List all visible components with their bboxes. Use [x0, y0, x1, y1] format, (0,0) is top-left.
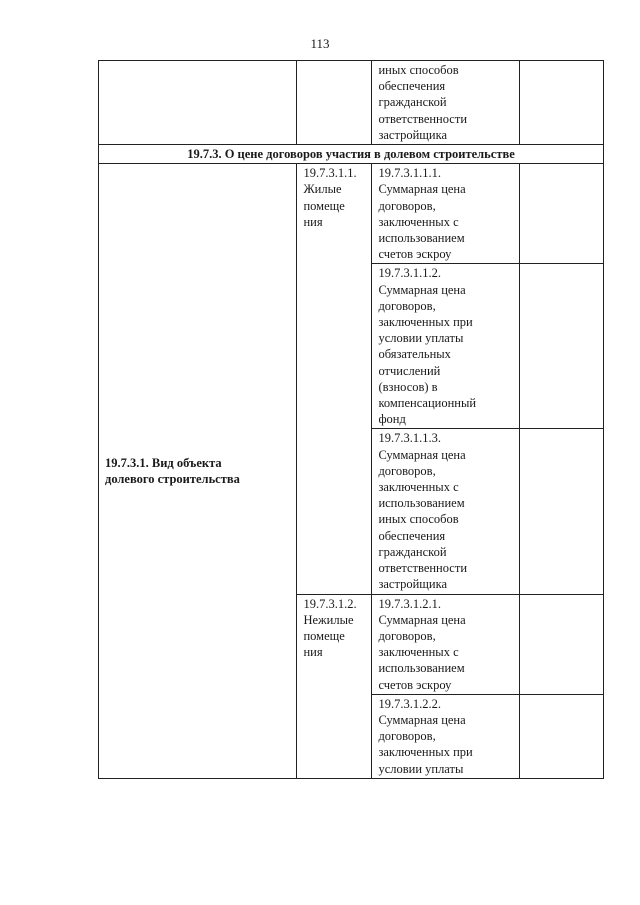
indicator-cell: 19.7.3.1.1.2. Суммарная цена договоров, заключенных при условии уплаты обязательных отчислений (взносов) в компенсационный фонд: [372, 264, 520, 429]
value-cell: [520, 264, 604, 429]
table-row: [99, 164, 604, 264]
section-row: [99, 145, 604, 164]
indicator-cell: 19.7.3.1.1.3. Суммарная цена договоров, заключенных с использованием иных способов обеспечения гражданской ответственности застройщика: [372, 429, 520, 594]
indicator-cell: иных способов обеспечения гражданской ответственности застройщика: [372, 61, 520, 145]
section-title: 19.7.3. О цене договоров участия в долевом строительстве: [99, 145, 604, 164]
value-cell: [520, 429, 604, 594]
value-cell: [520, 694, 604, 778]
indicator-cell: 19.7.3.1.2.1. Суммарная цена договоров, заключенных с использованием счетов эскроу: [372, 594, 520, 694]
value-cell: [520, 594, 604, 694]
indicator-cell: 19.7.3.1.1.1. Суммарная цена договоров, заключенных с использованием счетов эскроу: [372, 164, 520, 264]
object-type-cell: 19.7.3.1. Вид объекта долевого строительства: [99, 164, 297, 779]
indicator-cell: 19.7.3.1.2.2. Суммарная цена договоров, заключенных при условии уплаты: [372, 694, 520, 778]
premises-type-cell: 19.7.3.1.1. Жилые помеще ния: [297, 164, 372, 594]
page-number: 113: [310, 36, 330, 51]
value-cell: [520, 61, 604, 145]
document-table: [98, 60, 604, 779]
premises-type-cell: 19.7.3.1.2. Нежилые помеще ния: [297, 594, 372, 778]
empty-cell: [297, 61, 372, 145]
table-row: [99, 61, 604, 145]
value-cell: [520, 164, 604, 264]
empty-cell: [99, 61, 297, 145]
